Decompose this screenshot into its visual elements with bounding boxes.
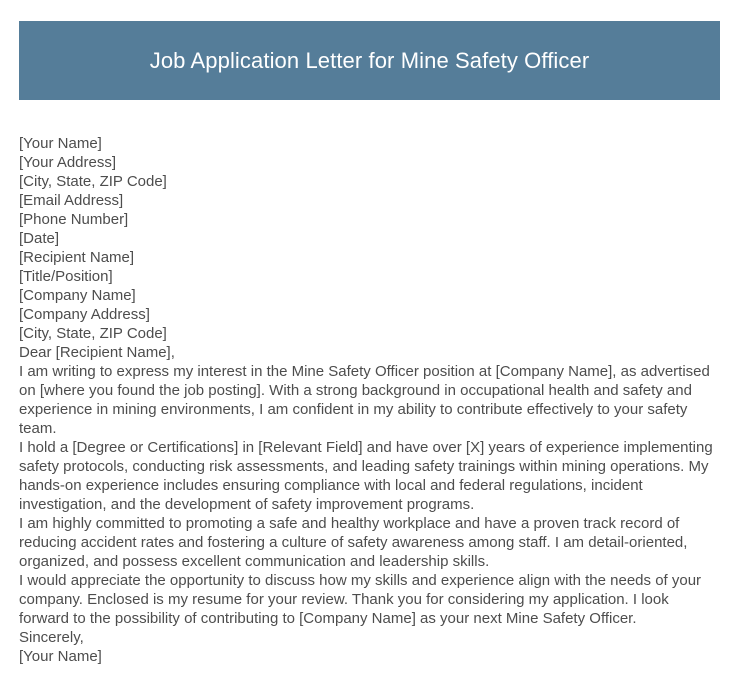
salutation: Dear [Recipient Name], xyxy=(19,344,175,361)
document-header-banner xyxy=(19,21,720,100)
page-title: Job Application Letter for Mine Safety Officer xyxy=(149,47,590,73)
recipient-address-block xyxy=(19,248,720,343)
recipient-line: [Title/Position] xyxy=(19,268,113,285)
sender-line: [Your Name] xyxy=(19,135,102,152)
sender-line: [City, State, ZIP Code] xyxy=(19,173,167,190)
recipient-line: [Company Name] xyxy=(19,287,136,304)
signature-line: [Your Name] xyxy=(19,648,102,665)
letter-paragraph: I hold a [Degree or Certifications] in [Relevant Field] and have over [X] years of experience implementing safety protocols, conducting risk assessments, and leading safety trainings within mining operations. My hands-on experience includes ensuring compliance with local and federal regulations, incident investigation, and the development of safety improvement programs. xyxy=(19,439,713,513)
recipient-line: [Company Address] xyxy=(19,306,150,323)
sender-line: [Email Address] xyxy=(19,192,124,209)
letter-paragraph: I am highly committed to promoting a safe and healthy workplace and have a proven track record of reducing accident rates and fostering a culture of safety awareness among staff. I am detail-oriented, organized, and possess excellent communication and leadership skills. xyxy=(19,515,688,570)
recipient-line: [Recipient Name] xyxy=(19,249,135,266)
sender-line: [Date] xyxy=(19,230,60,247)
letter-body xyxy=(19,134,720,666)
letter-paragraph: I am writing to express my interest in the Mine Safety Officer position at [Company Name], as advertised on [where you found the job posting]. With a strong background in occupational health and safety and experience in mining environments, I am confident in my ability to contribute effectively to your safety team. xyxy=(19,363,710,437)
letter-paragraph: I would appreciate the opportunity to discuss how my skills and experience align with the needs of your company. Enclosed is my resume for your review. Thank you for considering my application. I look forward to the possibility of contributing to [Company Name] as your next Mine Safety Officer. xyxy=(19,572,702,627)
recipient-line: [City, State, ZIP Code] xyxy=(19,325,167,342)
sender-line: [Phone Number] xyxy=(19,211,129,228)
sender-line: [Your Address] xyxy=(19,154,117,171)
closing-salutation: Sincerely, xyxy=(19,629,84,646)
sender-address-block xyxy=(19,134,720,248)
